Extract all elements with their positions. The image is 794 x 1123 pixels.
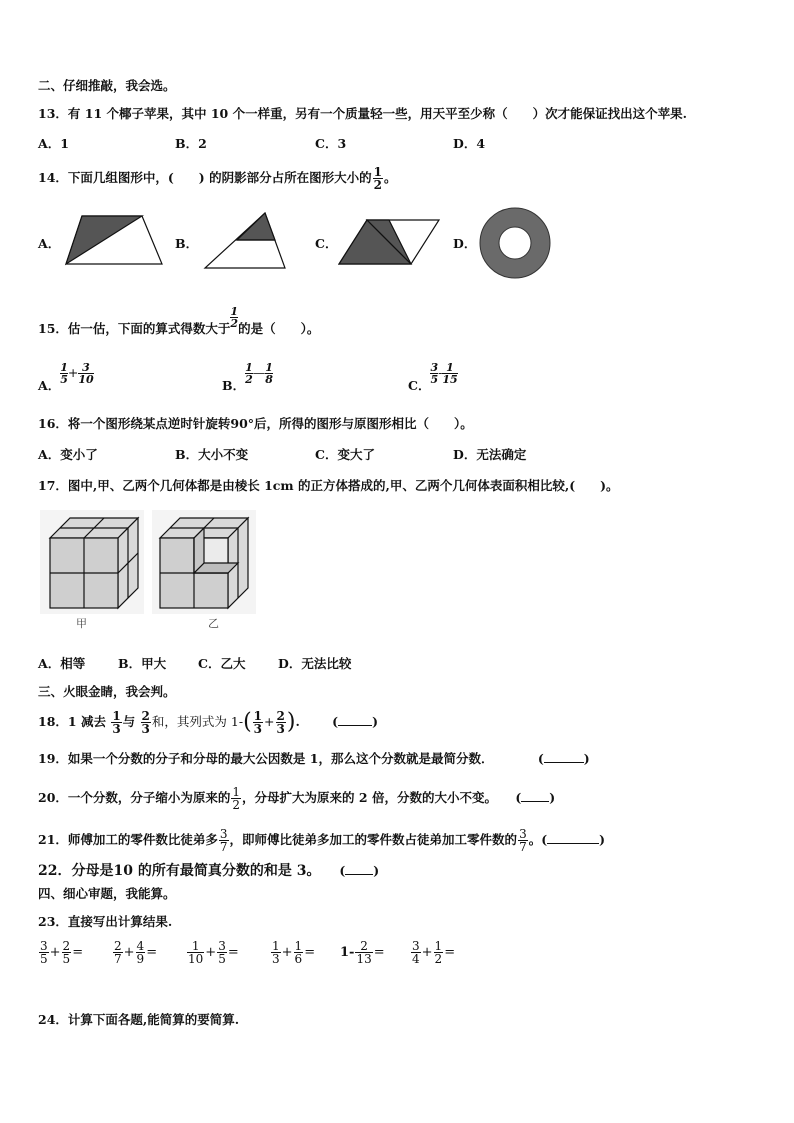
q14-figure-a-trapezoid (64, 214, 164, 268)
q21-b-num: 3 (519, 827, 527, 841)
q16-option-d[interactable]: D．无法确定 (453, 447, 527, 462)
q23-2-d1: 7 (114, 952, 122, 966)
q14-figure-d-ring (478, 206, 552, 280)
question-20 (38, 786, 555, 811)
q14-fraction (373, 166, 383, 191)
q23-1-d2: 5 (62, 952, 71, 966)
q20-num: 1 (232, 785, 241, 799)
q21-a-den: 7 (219, 840, 228, 854)
q23-5-pre: 1- (340, 945, 355, 960)
q23-5-d2: 13 (356, 952, 372, 966)
q15b-op: — (252, 365, 266, 380)
q14-figure-c-parallelogram (337, 218, 441, 266)
question-23: 23．直接写出计算结果. (38, 914, 173, 929)
q14-option-b[interactable]: B． (175, 236, 199, 251)
q15c-n2: 1 (442, 362, 457, 374)
q23-3-d2: 5 (218, 952, 226, 966)
q14-frac-den: 2 (373, 178, 382, 192)
q15b-n2: 1 (265, 361, 273, 374)
q17-option-c[interactable]: C．乙大 (198, 656, 246, 671)
question-22 (38, 862, 379, 879)
q15-frac-num: 1 (230, 305, 239, 318)
q23-4-d1: 3 (272, 952, 280, 966)
q23-6-n2: 1 (434, 939, 443, 953)
question-24: 24．计算下面各题,能简算的要简算. (38, 1012, 240, 1027)
q16-option-a[interactable]: A．变小了 (38, 447, 98, 462)
q15c-d2: 15 (442, 373, 458, 386)
q23-item-1[interactable] (38, 940, 83, 965)
q23-6-op: + (421, 945, 433, 960)
q15-option-b-label: B． (222, 378, 246, 393)
q23-item-4[interactable] (270, 940, 315, 965)
q14-option-d[interactable]: D． (453, 236, 477, 251)
q18-b-num: 2 (141, 709, 150, 723)
q19-answer-blank[interactable]: ( ) (537, 751, 590, 766)
question-18 (38, 710, 378, 735)
q15b-d2: 8 (265, 373, 273, 386)
q14-frac-num: 1 (373, 165, 382, 179)
q18-a-den: 3 (112, 722, 121, 736)
q15b-frac2 (265, 362, 273, 385)
q21-fraction-b (518, 828, 528, 853)
q23-5-eq: = (373, 945, 385, 960)
q18-frac-a (111, 710, 121, 735)
q17-cube-figure-a (40, 510, 144, 614)
q15c-frac2 (442, 362, 457, 385)
q20-den: 2 (232, 798, 241, 812)
section-3-heading: 三、火眼金睛，我会判。 (38, 684, 176, 699)
q23-2-n1: 2 (114, 939, 122, 953)
q13-option-c[interactable]: C．3 (315, 136, 347, 151)
q18-plus: + (264, 714, 275, 729)
q21-fraction-a (219, 828, 229, 853)
q15-frac-den: 2 (230, 317, 239, 330)
question-17: 17．图中,甲、乙两个几何体都是由棱长 1cm 的正方体搭成的,甲、乙两个几何体表面积相比较,( )。 (38, 478, 619, 493)
q18-e2-num: 2 (276, 709, 285, 723)
q14-text-end: 。 (383, 170, 397, 185)
q20-answer-blank[interactable]: ( ) (515, 790, 556, 805)
q18-expr-frac2 (276, 710, 286, 735)
q16-option-b[interactable]: B．大小不变 (175, 447, 249, 462)
q21-answer-blank[interactable]: ( ) (541, 832, 606, 847)
q13-option-a[interactable]: A．1 (38, 136, 69, 151)
q21-a-num: 3 (219, 827, 228, 841)
q18-b-den: 3 (141, 722, 150, 736)
q18-expr-frac1 (253, 710, 263, 735)
question-13: 13．有 11 个椰子苹果，其中 10 个一样重，另有一个质量轻一些，用天平至少称（ ）次才能保证找出这个苹果. (38, 106, 687, 121)
q13-option-d[interactable]: D．4 (453, 136, 486, 151)
q18-text: 18．1 减去 (38, 714, 106, 729)
q15c-op: - (438, 365, 443, 380)
q15-text: 15．估一估，下面的算式得数大于 (38, 321, 231, 336)
q20-text: 20．一个分数，分子缩小为原来的 (38, 790, 231, 805)
q21-text-mid: ，即师傅比徒弟多加工的零件数占徒弟加工零件数的 (229, 832, 518, 847)
q23-2-op: + (123, 945, 135, 960)
q15b-frac1 (245, 362, 253, 385)
question-19 (38, 750, 590, 767)
q23-4-op: + (281, 945, 293, 960)
section-4-heading: 四、细心审题，我能算。 (38, 886, 176, 901)
q23-3-n1: 1 (187, 940, 204, 953)
q23-6-d1: 4 (412, 952, 420, 966)
q21-text-end: 。 (528, 832, 542, 847)
q15a-frac2 (78, 362, 93, 385)
q14-figure-b-triangle (203, 212, 287, 270)
q15b-d1: 2 (245, 373, 253, 386)
q15-option-a-label: A． (38, 378, 61, 393)
q23-2-eq: = (146, 945, 158, 960)
question-21 (38, 828, 605, 853)
q15-option-c[interactable] (408, 361, 458, 393)
q17-option-a[interactable]: A．相等 (38, 656, 86, 671)
q17-label-yi: 乙 (208, 617, 219, 630)
q15-text-end: 的是（ ）。 (238, 321, 320, 336)
q15-fraction (230, 306, 238, 329)
q23-1-d1: 5 (40, 952, 48, 966)
q22-answer-blank[interactable]: ( ) (339, 863, 380, 878)
q18-answer-blank[interactable]: ( ) (332, 714, 379, 729)
q23-2-d2: 9 (136, 952, 145, 966)
q17-cube-figure-b (152, 510, 256, 614)
q23-item-5[interactable] (340, 940, 385, 965)
q23-4-n1: 1 (272, 939, 280, 953)
q18-end: . (295, 714, 300, 729)
q14-option-a[interactable]: A． (38, 236, 61, 251)
q20-fraction (231, 786, 241, 811)
q22-text: 22．分母是10 的所有最简真分数的和是 3。 (38, 863, 321, 879)
q23-1-eq: = (72, 945, 84, 960)
q15c-d1: 5 (430, 373, 439, 386)
q23-item-6[interactable] (410, 940, 455, 965)
q23-3-op: + (205, 945, 217, 960)
question-14 (38, 166, 396, 191)
q17-option-d[interactable]: D．无法比较 (278, 656, 352, 671)
q23-item-3[interactable] (186, 940, 239, 965)
q23-5-n2: 2 (355, 940, 372, 953)
q18-frac-b (141, 710, 151, 735)
q13-option-b[interactable]: B．2 (175, 136, 207, 151)
q23-6-n1: 3 (412, 939, 420, 953)
q18-paren-open: ( (243, 709, 252, 735)
q23-6-eq: = (444, 945, 456, 960)
q15-option-c-label: C． (408, 378, 431, 393)
q15a-n2: 3 (78, 362, 93, 374)
q18-mid2: 和，其列式为 1- (151, 714, 244, 729)
q21-text: 21．师傅加工的零件数比徒弟多 (38, 832, 218, 847)
q23-1-n2: 2 (62, 939, 71, 953)
q14-text: 14．下面几组图形中，( ) 的阴影部分占所在图形大小的 (38, 170, 372, 185)
q23-1-n1: 3 (40, 939, 48, 953)
q23-6-d2: 2 (434, 952, 443, 966)
question-16: 16．将一个图形绕某点逆时针旋转90°后，所得的图形与原图形相比（ ）。 (38, 416, 473, 431)
q16-option-c[interactable]: C．变大了 (315, 447, 375, 462)
q15a-d2: 10 (78, 373, 94, 386)
q15-option-a[interactable] (38, 361, 94, 393)
q18-mid: 与 (122, 714, 136, 729)
q17-label-jia: 甲 (76, 617, 87, 630)
q14-option-c[interactable]: C． (315, 236, 338, 251)
q19-text: 19．如果一个分数的分子和分母的最大公因数是 1，那么这个分数就是最简分数． (38, 751, 494, 766)
q23-1-op: + (49, 945, 61, 960)
q15-option-b[interactable] (222, 361, 273, 393)
q23-3-eq: = (227, 945, 239, 960)
q23-4-d2: 6 (294, 952, 303, 966)
q17-option-b[interactable]: B．甲大 (118, 656, 167, 671)
q18-paren-close: ) (286, 709, 296, 735)
q23-3-n2: 3 (218, 939, 226, 953)
q15a-op: + (67, 365, 79, 380)
q23-4-n2: 1 (294, 939, 303, 953)
q15c-frac1 (430, 362, 438, 385)
q23-2-n2: 4 (136, 939, 145, 953)
q15c-n1: 3 (430, 361, 439, 374)
q20-text-end: ，分母扩大为原来的 2 倍，分数的大小不变。 (242, 790, 497, 805)
q23-4-eq: = (304, 945, 316, 960)
section-2-heading: 二、仔细推敲，我会选。 (38, 78, 176, 93)
q15a-frac1 (60, 362, 68, 385)
q15a-d1: 5 (60, 373, 68, 386)
q18-a-num: 1 (112, 709, 121, 723)
q18-e1-den: 3 (253, 722, 263, 736)
question-15 (38, 305, 320, 341)
q18-e2-den: 3 (276, 722, 285, 736)
q23-3-d1: 10 (188, 952, 204, 966)
q15a-n1: 1 (60, 361, 68, 374)
q15b-n1: 1 (245, 361, 253, 374)
q18-e1-num: 1 (253, 709, 263, 723)
q21-b-den: 7 (519, 840, 527, 854)
q23-item-2[interactable] (112, 940, 157, 965)
